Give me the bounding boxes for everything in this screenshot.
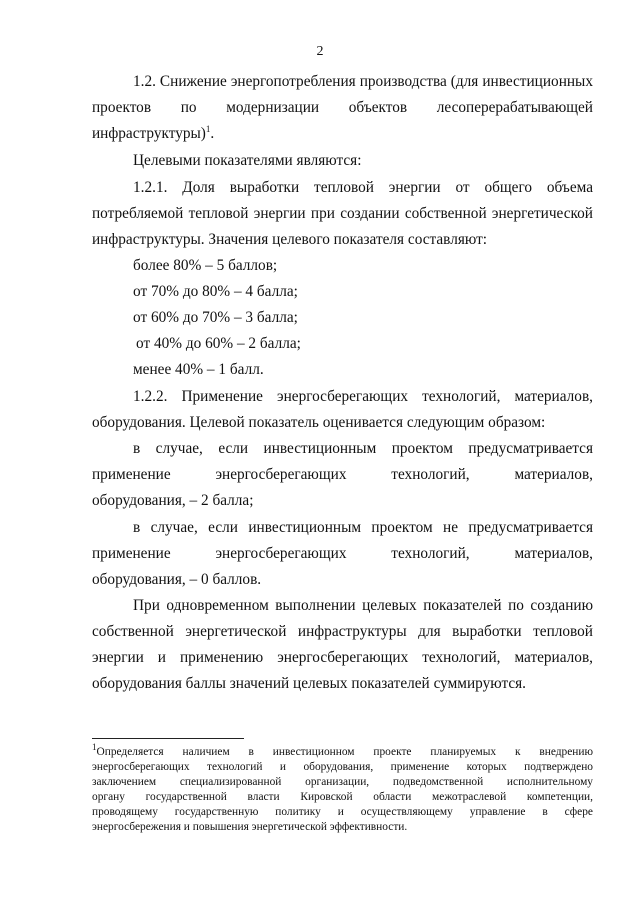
footnote-line <box>92 742 593 760</box>
footnote-line: энергосбережения и повышения энергетической эффективности. <box>92 821 408 833</box>
footnote-reference: 1 <box>205 123 211 134</box>
paragraph-line: в случае, если инвестиционным проектом не предусматривается <box>133 519 593 536</box>
paragraph-line: применение энергосберегающих технологий, материалов, <box>92 466 593 483</box>
paragraph-line: Целевыми показателями являются: <box>133 152 362 169</box>
paragraph-line: 1.2. Снижение энергопотребления производства (для инвестиционных <box>133 73 593 90</box>
paragraph-line: применение энергосберегающих технологий, материалов, <box>92 545 593 562</box>
paragraph-line: оборудования. Целевой показатель оценивается следующим образом: <box>92 414 546 431</box>
paragraph-text: . <box>210 125 215 142</box>
footnote-separator <box>92 738 244 739</box>
list-item: более 80% – 5 баллов; <box>133 257 278 274</box>
paragraph-line: оборудования, – 0 баллов. <box>92 571 262 588</box>
paragraph-text: инфраструктуры) <box>92 125 206 142</box>
footnote-line: заключением специализированной организации, подведомственной исполнительному <box>92 776 593 788</box>
paragraph-line: оборудования, – 2 балла; <box>92 492 254 509</box>
paragraph-line: оборудования баллы значений целевых показателей суммируются. <box>92 675 526 692</box>
list-item: от 40% до 60% – 2 балла; <box>136 335 301 352</box>
page-number: 2 <box>316 44 324 59</box>
list-item: менее 40% – 1 балл. <box>133 361 264 378</box>
paragraph-line: собственной энергетической инфраструктуры для выработки тепловой <box>92 623 593 640</box>
footnote-line: проводящему государственную политику и осуществляющему управление в сфере <box>92 806 593 818</box>
footnote-line: энергосберегающих технологий и оборудования, применение которых подтверждено <box>92 761 593 773</box>
paragraph-line: потребляемой тепловой энергии при создании собственной энергетической <box>92 205 593 222</box>
footnote-text: Определяется наличием в инвестиционном проекте планируемых к внедрению <box>96 746 593 758</box>
paragraph-line: проектов по модернизации объектов лесоперерабатывающей <box>92 99 593 116</box>
paragraph-line: 1.2.1. Доля выработки тепловой энергии от общего объема <box>133 179 593 196</box>
paragraph-line: При одновременном выполнении целевых показателей по созданию <box>133 597 593 614</box>
paragraph-line: 1.2.2. Применение энергосберегающих технологий, материалов, <box>133 388 593 405</box>
paragraph-line: инфраструктуры. Значения целевого показателя составляют: <box>92 231 488 248</box>
footnote-line: органу государственной власти Кировской области межотраслевой компетенции, <box>92 791 593 803</box>
list-item: от 60% до 70% – 3 балла; <box>133 309 298 326</box>
list-item: от 70% до 80% – 4 балла; <box>133 283 298 300</box>
paragraph-line: энергии и применению энергосберегающих технологий, материалов, <box>92 649 593 666</box>
paragraph-line: в случае, если инвестиционным проектом предусматривается <box>133 440 593 457</box>
paragraph-line <box>92 124 593 144</box>
footnote-marker: 1 <box>92 742 97 753</box>
